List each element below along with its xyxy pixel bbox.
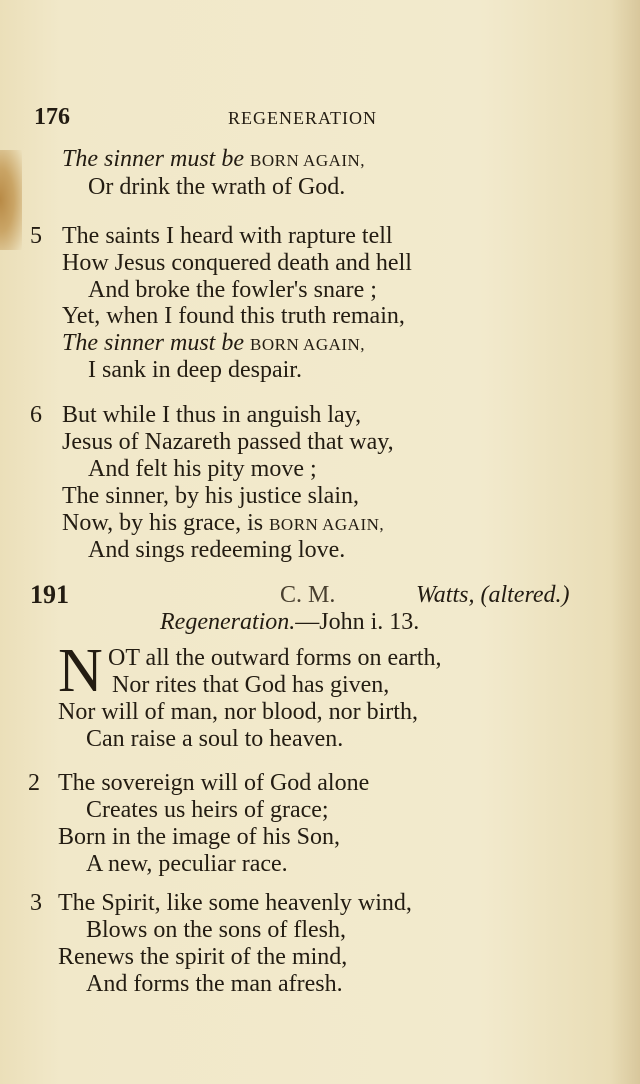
- page-number: 176: [34, 104, 70, 130]
- page-stain: [0, 150, 22, 250]
- verse-line: And broke the fowler's snare ;: [88, 277, 377, 303]
- drop-cap: N: [58, 637, 103, 705]
- verse-line: And felt his pity move ;: [88, 456, 317, 482]
- stanza-number: 6: [30, 402, 42, 428]
- verse-line: Now, by his grace, is BORN AGAIN,: [62, 510, 385, 536]
- stanza-number: 5: [30, 223, 42, 249]
- stanza-number: 2: [28, 770, 40, 796]
- verse-line: The sinner must be BORN AGAIN,: [62, 146, 366, 172]
- verse-line: Nor will of man, nor blood, nor birth,: [58, 699, 418, 725]
- stanza-number: 3: [30, 890, 42, 916]
- verse-line: Born in the image of his Son,: [58, 824, 340, 850]
- hymn-meter: C. M.: [280, 582, 336, 608]
- verse-line: And sings redeeming love.: [88, 537, 346, 563]
- verse-line: But while I thus in anguish lay,: [62, 402, 362, 428]
- verse-line: A new, peculiar race.: [86, 851, 288, 877]
- verse-line: Jesus of Nazareth passed that way,: [62, 429, 394, 455]
- verse-line: Nor rites that God has given,: [112, 672, 390, 698]
- verse-line: The Spirit, like some heavenly wind,: [58, 890, 412, 916]
- verse-line: Yet, when I found this truth remain,: [62, 303, 405, 329]
- verse-line: Creates us heirs of grace;: [86, 797, 329, 823]
- hymn-subject: Regeneration.—John i. 13.: [160, 609, 420, 635]
- verse-line: The sinner must be BORN AGAIN,: [62, 330, 366, 356]
- hymn-author: Watts, (altered.): [416, 582, 570, 608]
- verse-line: How Jesus conquered death and hell: [62, 250, 412, 276]
- verse-line: Can raise a soul to heaven.: [86, 726, 344, 752]
- verse-line: The sovereign will of God alone: [58, 770, 370, 796]
- verse-line: OT all the outward forms on earth,: [108, 645, 442, 671]
- hymn-number: 191: [30, 580, 69, 609]
- verse-line: Renews the spirit of the mind,: [58, 944, 348, 970]
- verse-line: I sank in deep despair.: [88, 357, 302, 383]
- page-header: [34, 104, 614, 134]
- verse-line: The sinner, by his justice slain,: [62, 483, 359, 509]
- verse-line: And forms the man afresh.: [86, 971, 343, 997]
- verse-line: Or drink the wrath of God.: [88, 174, 346, 200]
- running-title: REGENERATION: [228, 108, 377, 128]
- verse-line: The saints I heard with rapture tell: [62, 223, 393, 249]
- verse-line: Blows on the sons of flesh,: [86, 917, 346, 943]
